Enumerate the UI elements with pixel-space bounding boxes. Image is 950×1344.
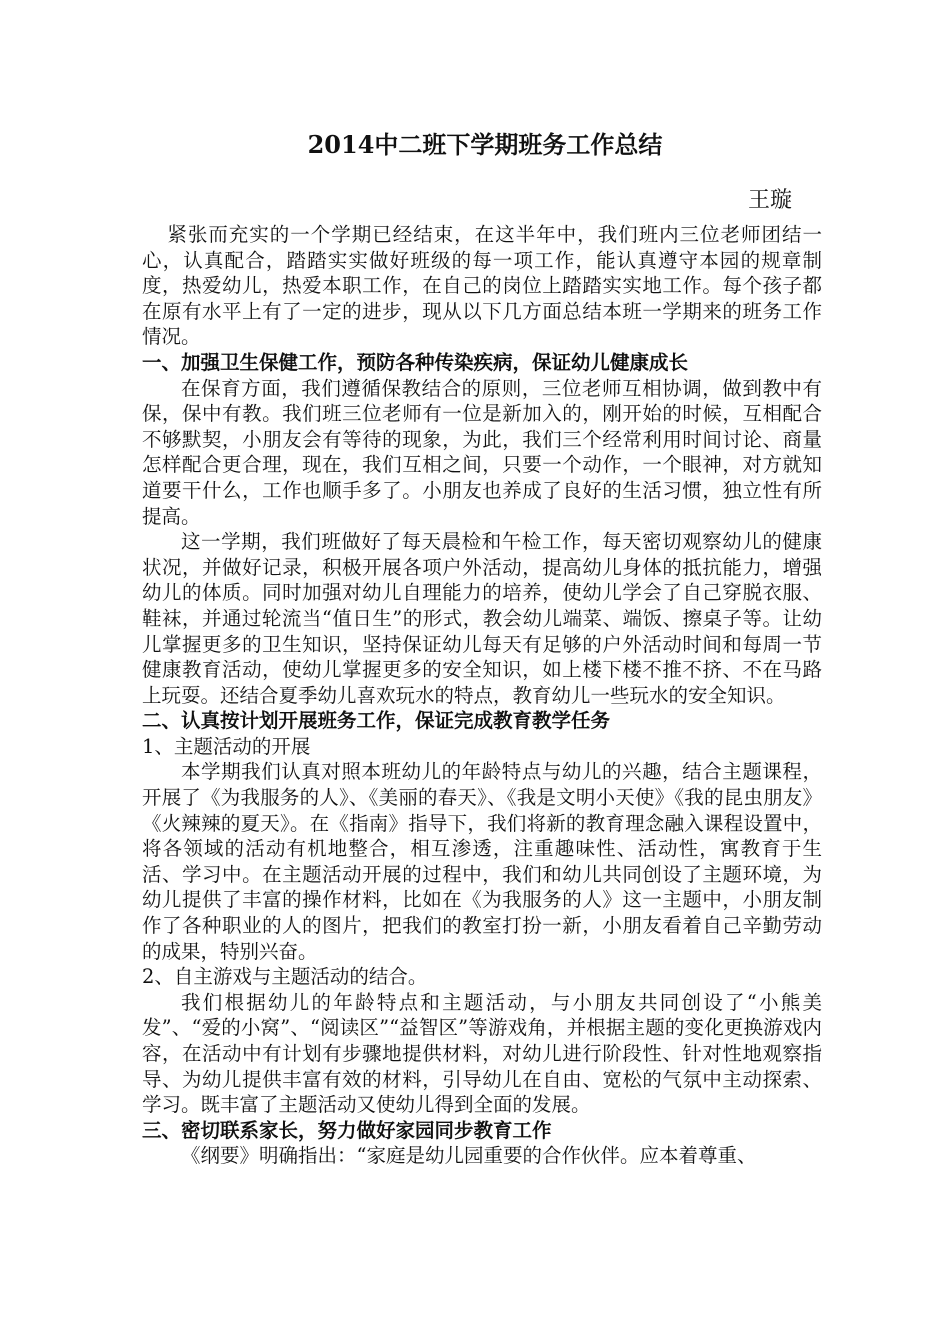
- section-2-subheading-1: 1、主题活动的开展: [142, 734, 311, 758]
- author-name: 王璇: [747, 188, 792, 213]
- intro-paragraph: 紧张而充实的一个学期已经结束，在这半年中，我们班内三位老师团结一心，认真配合，踏踏实实做好班级的每一项工作，能认真遵守本园的规章制度，热爱幼儿，热爱本职工作，在自己的岗位上踏踏实实地工作。每个孩子都在原有水平上有了一定的进步，现从以下几方面总结本班一学期来的班务工作情况。: [142, 223, 822, 349]
- document-title: 2014中二班下学期班务工作总结: [307, 130, 663, 159]
- document-page: [142, 130, 822, 1169]
- section-2-heading: 二、认真按计划开展班务工作，保证完成教育教学任务: [142, 709, 611, 733]
- section-2-paragraph-1: 本学期我们认真对照本班幼儿的年龄特点与幼儿的兴趣，结合主题课程，开展了《为我服务的人》、《美丽的春天》、《我是文明小天使》《我的昆虫朋友》《火辣辣的夏天》。在《指南》指导下，我们将新的教育理念融入课程设置中，将各领域的活动有机地整合，相互渗透，注重趣味性、活动性，寓教育于生活、学习中。在主题活动开展的过程中，我们和幼儿共同创设了主题环境，为幼儿提供了丰富的操作材料，比如在《为我服务的人》这一主题中，小朋友制作了各种职业的人的图片，把我们的教室打扮一新，小朋友看着自己辛勤劳动的成果，特别兴奋。: [142, 760, 822, 963]
- section-2-subheading-2: 2、自主游戏与主题活动的结合。: [142, 965, 428, 989]
- section-3-heading: 三、密切联系家长，努力做好家园同步教育工作: [142, 1118, 552, 1142]
- section-2-paragraph-2: 我们根据幼儿的年龄特点和主题活动，与小朋友共同创设了“小熊美发”、“爱的小窝”、“阅读区”“益智区”等游戏角，并根据主题的变化更换游戏内容，在活动中有计划有步骤地提供材料，对幼儿进行阶段性、针对性地观察指导、为幼儿提供丰富有效的材料，引导幼儿在自由、宽松的气氛中主动探索、学习。既丰富了主题活动又使幼儿得到全面的发展。: [142, 990, 822, 1117]
- section-1-heading: 一、加强卫生保健工作，预防各种传染疾病，保证幼儿健康成长: [142, 350, 689, 374]
- section-1-paragraph-2: 这一学期，我们班做好了每天晨检和午检工作，每天密切观察幼儿的健康状况，并做好记录，积极开展各项户外活动，提高幼儿身体的抵抗能力，增强幼儿的体质。同时加强对幼儿自理能力的培养，使幼儿学会了自己穿脱衣服、鞋袜，并通过轮流当“值日生”的形式，教会幼儿端菜、端饭、擦桌子等。让幼儿掌握更多的卫生知识，坚持保证幼儿每天有足够的户外活动时间和每周一节健康教育活动，使幼儿掌握更多的安全知识，如上楼下楼不推不挤、不在马路上玩耍。还结合夏季幼儿喜欢玩水的特点，教育幼儿一些玩水的安全知识。: [142, 530, 822, 707]
- section-3-paragraph-1: 《纲要》明确指出：“家庭是幼儿园重要的合作伙伴。应本着尊重、: [181, 1144, 757, 1168]
- section-1-paragraph-1: 在保育方面，我们遵循保教结合的原则，三位老师互相协调，做到教中有保，保中有教。我们班三位老师有一位是新加入的，刚开始的时候，互相配合不够默契，小朋友会有等待的现象，为此，我们三个经常利用时间讨论、商量怎样配合更合理，现在，我们互相之间，只要一个动作，一个眼神，对方就知道要干什么，工作也顺手多了。小朋友也养成了良好的生活习惯，独立性有所提高。: [142, 376, 822, 528]
